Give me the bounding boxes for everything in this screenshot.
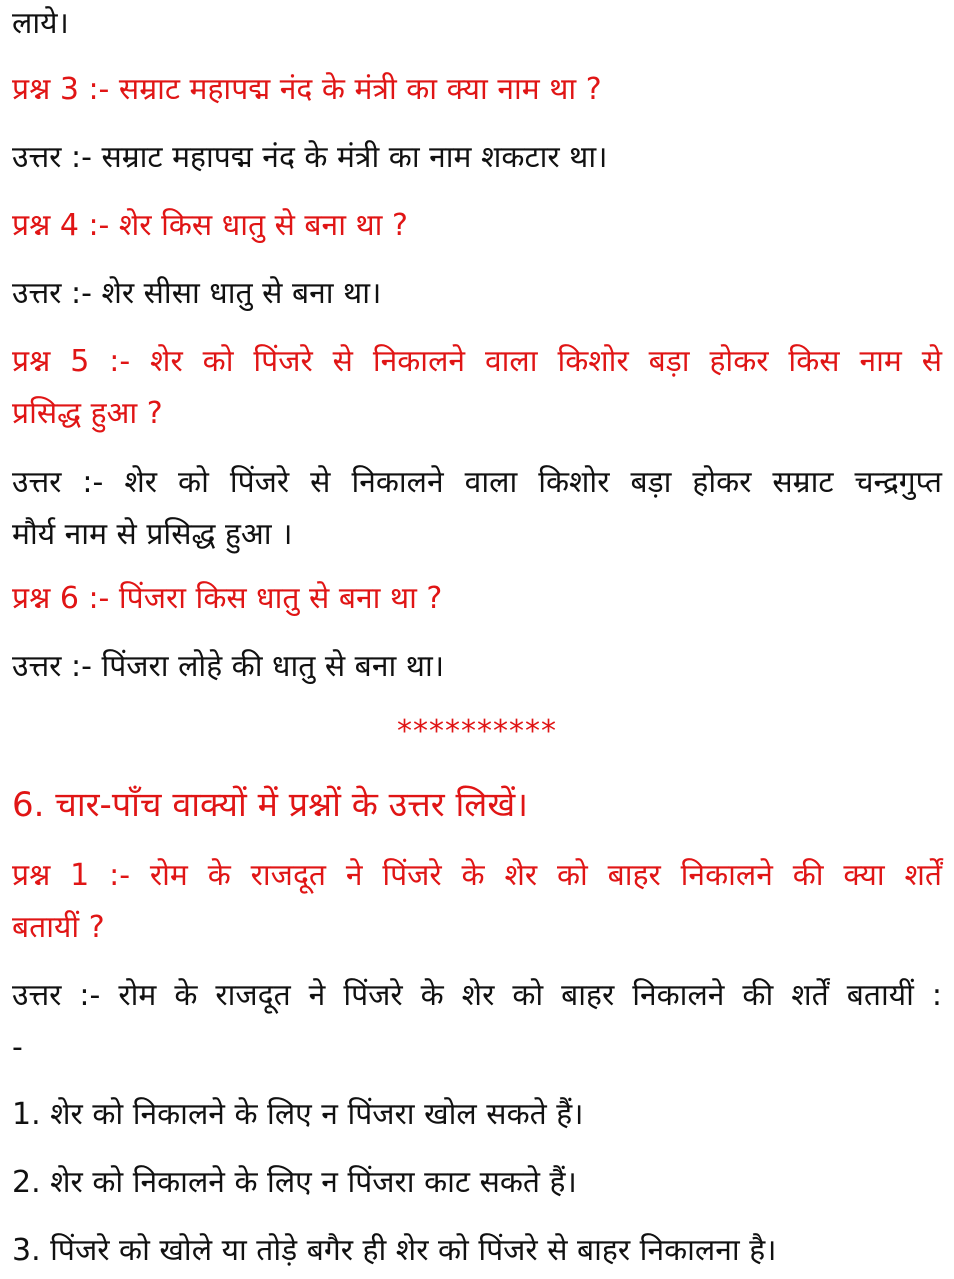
- question-3: प्रश्न 3 :- सम्राट महापद्म नंद के मंत्री का क्या नाम था ?: [12, 72, 602, 107]
- answer-5-line-2: मौर्य नाम से प्रसिद्ध हुआ ।: [12, 517, 293, 552]
- question-6: प्रश्न 6 :- पिंजरा किस धातु से बना था ?: [12, 581, 443, 616]
- question-4: प्रश्न 4 :- शेर किस धातु से बना था ?: [12, 208, 408, 243]
- question-5-line-2: प्रसिद्ध हुआ ?: [12, 396, 163, 431]
- previous-answer-tail: लाये।: [12, 6, 69, 41]
- answer-5-line-1: उत्तर :- शेर को पिंजरे से निकालने वाला किशोर बड़ा होकर सम्राट चन्द्रगुप्त: [12, 465, 942, 500]
- section6-question-1-line-2: बतायीं ?: [12, 910, 105, 945]
- answer-4: उत्तर :- शेर सीसा धातु से बना था।: [12, 276, 382, 311]
- answer-3: उत्तर :- सम्राट महापद्म नंद के मंत्री का नाम शकटार था।: [12, 140, 608, 175]
- section-heading: 6. चार-पाँच वाक्यों में प्रश्नों के उत्तर लिखें।: [12, 785, 529, 825]
- list-item: 3. पिंजरे को खोले या तोड़े बगैर ही शेर को पिंजरे से बाहर निकालना है।: [12, 1233, 777, 1268]
- answer-6: उत्तर :- पिंजरा लोहे की धातु से बना था।: [12, 649, 445, 684]
- list-item: 2. शेर को निकालने के लिए न पिंजरा काट सकते हैं।: [12, 1165, 577, 1200]
- list-item: 1. शेर को निकालने के लिए न पिंजरा खोल सकते हैं।: [12, 1097, 584, 1132]
- section6-answer-1-line-1: उत्तर :- रोम के राजदूत ने पिंजरे के शेर को बाहर निकालने की शर्तें बतायीं :: [12, 978, 942, 1013]
- separator-stars: **********: [397, 714, 557, 749]
- question-5-line-1: प्रश्न 5 :- शेर को पिंजरे से निकालने वाला किशोर बड़ा होकर किस नाम से: [12, 344, 942, 379]
- section6-answer-1-line-2: -: [12, 1030, 23, 1065]
- section6-question-1-line-1: प्रश्न 1 :- रोम के राजदूत ने पिंजरे के शेर को बाहर निकालने की क्या शर्तें: [12, 858, 942, 893]
